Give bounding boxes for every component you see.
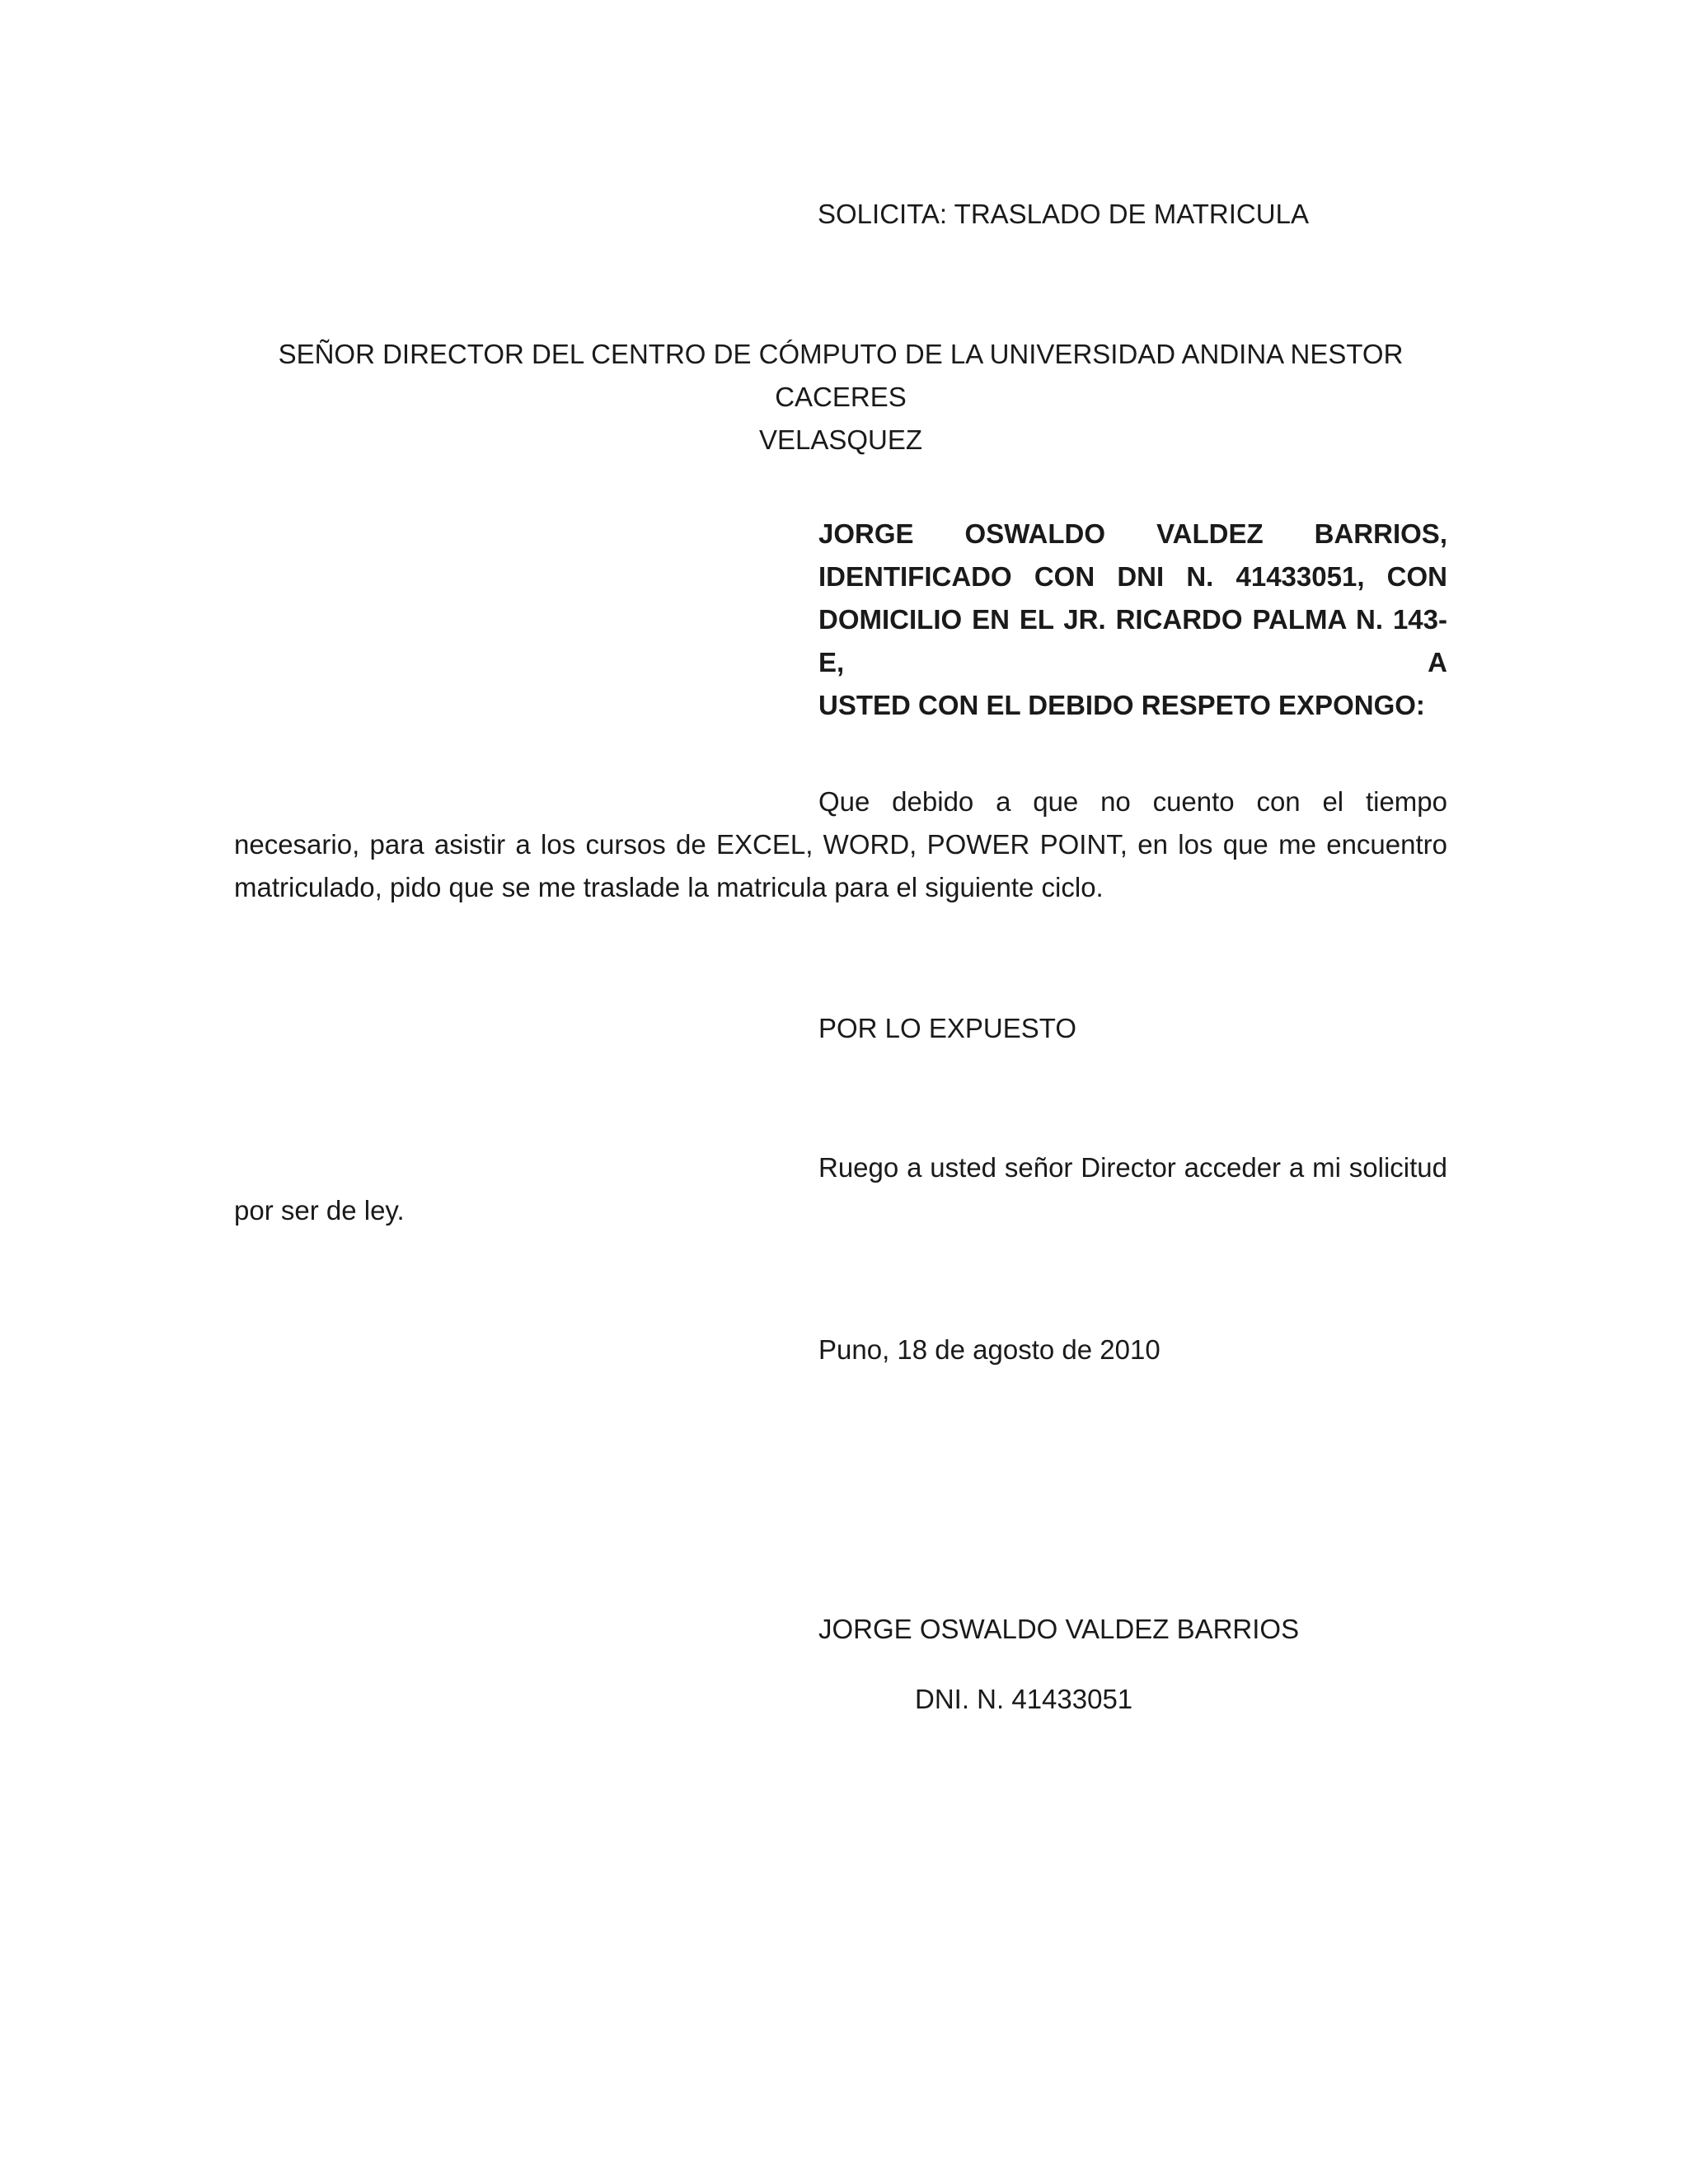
intro-line-2: IDENTIFICADO CON DNI N. 41433051, CON [818, 561, 1447, 592]
intro-line-1: JORGE OSWALDO VALDEZ BARRIOS, [818, 518, 1447, 549]
request-line-2: por ser de ley. [234, 1195, 405, 1226]
applicant-intro [818, 513, 1447, 727]
request-paragraph [234, 1146, 1447, 1232]
body-line-1: Que debido a que no cuento con el tiempo [818, 786, 1447, 817]
addressee-line-1: SEÑOR DIRECTOR DEL CENTRO DE CÓMPUTO DE LA UNIVERSIDAD ANDINA NESTOR CACERES [278, 339, 1404, 412]
body-line-2: necesario, para asistir a los cursos de EXCEL, WORD, POWER POINT, en los que me encuentro [234, 829, 1447, 860]
body-paragraph [234, 780, 1447, 909]
closing-heading: POR LO EXPUESTO [818, 1013, 1076, 1043]
body-line-3: matriculado, pido que se me traslade la matricula para el siguiente ciclo. [234, 872, 1104, 902]
addressee-block [231, 333, 1451, 462]
request-line-1: Ruego a usted señor Director acceder a mi solicitud [818, 1152, 1447, 1183]
subject-line: SOLICITA: TRASLADO DE MATRICULA [818, 199, 1309, 229]
signature-dni: DNI. N. 41433051 [915, 1684, 1133, 1714]
intro-line-4: USTED CON EL DEBIDO RESPETO EXPONGO: [818, 690, 1425, 720]
intro-line-3: DOMICILIO EN EL JR. RICARDO PALMA N. 143-E, A [818, 604, 1447, 677]
signature-name: JORGE OSWALDO VALDEZ BARRIOS [818, 1614, 1300, 1644]
addressee-line-2: VELASQUEZ [758, 424, 923, 455]
date-line: Puno, 18 de agosto de 2010 [818, 1334, 1160, 1365]
